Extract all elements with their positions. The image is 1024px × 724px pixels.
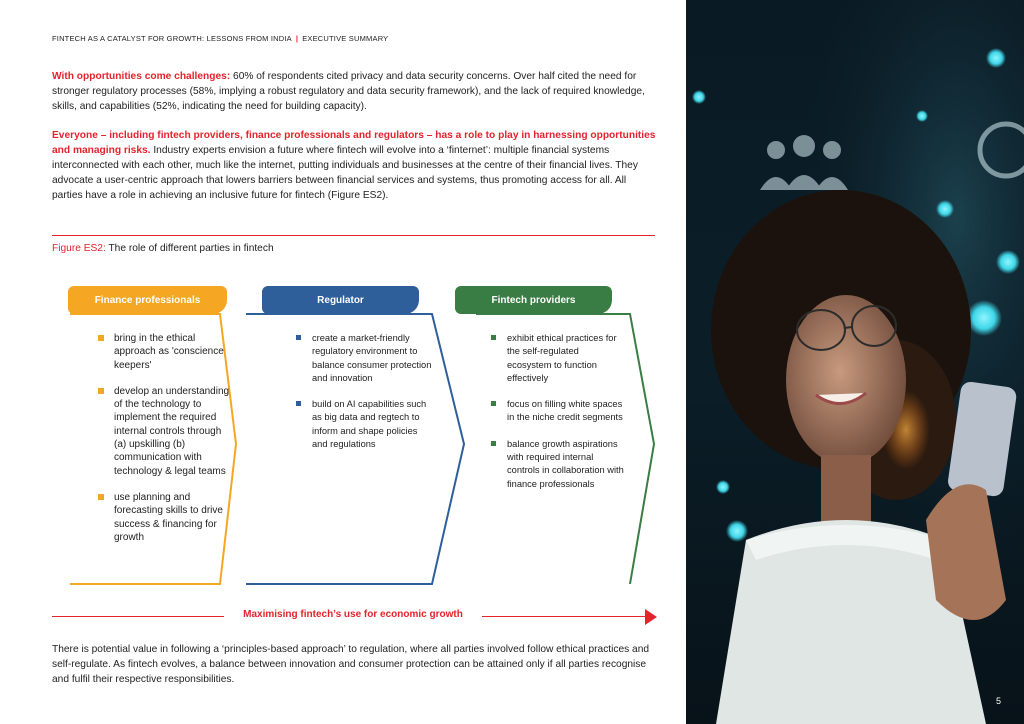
paragraph-principles: There is potential value in following a ‘principles-based approach’ to regulation, where all parties involved follow ethical practices and self-regulate. As fintech evolves, a balance between innovation and consumer protection can be attained only if all parties recognise and fulfil their respective responsibilities. — [52, 644, 650, 685]
list-item: develop an understanding of the technology to implement the required internal controls through (a) upskilling (b) communication with technology & legal teams — [98, 385, 230, 478]
square-bullet-icon — [296, 401, 301, 406]
square-bullet-icon — [98, 335, 104, 341]
column-body-regulator — [296, 332, 434, 451]
column-body-fintech — [491, 332, 625, 491]
hero-photo — [686, 0, 1024, 724]
column-head-finance: Finance professionals — [68, 286, 227, 314]
square-bullet-icon — [491, 335, 496, 340]
list-item: use planning and forecasting skills to drive success & financing for growth — [98, 491, 230, 544]
header-separator: | — [295, 34, 299, 43]
figure-title: The role of different parties in fintech — [105, 243, 274, 254]
paragraph-lead: Everyone – including fintech providers, finance professionals and regulators – has a role to play in harnessing opportunities and managing risks. — [52, 130, 656, 156]
header-title: FINTECH AS A CATALYST FOR GROWTH: LESSONS FROM INDIA — [52, 34, 292, 43]
list-item: balance growth aspirations with required internal controls in collaboration with finance professionals — [491, 438, 625, 491]
arrow-line-right — [482, 616, 646, 617]
column-body-finance — [98, 332, 230, 544]
paragraph-lead: With opportunities come challenges: — [52, 71, 231, 82]
header-section: EXECUTIVE SUMMARY — [302, 34, 389, 43]
list-item: build on AI capabilities such as big data and regtech to inform and shape policies and regulations — [296, 398, 434, 451]
square-bullet-icon — [98, 388, 104, 394]
list-item: exhibit ethical practices for the self-regulated ecosystem to function effectively — [491, 332, 625, 385]
list-item: bring in the ethical approach as 'conscience keepers' — [98, 332, 230, 372]
woman-phone-photo — [686, 0, 1024, 724]
square-bullet-icon — [491, 401, 496, 406]
square-bullet-icon — [296, 335, 301, 340]
square-bullet-icon — [98, 494, 104, 500]
column-head-fintech: Fintech providers — [455, 286, 612, 314]
column-head-regulator: Regulator — [262, 286, 419, 314]
arrow-label: Maximising fintech’s use for economic growth — [243, 609, 463, 620]
paragraph-text: Industry experts envision a future where fintech will evolve into a ‘finternet’: multiple financial systems interconnected with each other, much like the internet, putting individuals and businesses at the centre of their financial lives. They advocate a user-centric approach that lowers barriers between financial services and systems, thus promoting access for all. All parties have a role in achieving an inclusive future for fintech (Figure ES2). — [52, 145, 638, 201]
square-bullet-icon — [491, 441, 496, 446]
arrow-right-icon — [645, 609, 657, 625]
list-item: create a market-friendly regulatory environment to balance consumer protection and innovation — [296, 332, 434, 385]
page-number: 5 — [996, 696, 1002, 706]
figure-label: Figure ES2: — [52, 243, 106, 254]
paragraph-text: 60% of respondents cited privacy and data security concerns. Over half cited the need for stronger regulatory processes (58%, implying a robust regulatory and data security framework), and the lack of required knowledge, skills, and capabilities (52%, indicating the need for building capacity). — [52, 71, 645, 112]
list-item: focus on filling white spaces in the niche credit segments — [491, 398, 625, 425]
arrow-line-left — [52, 616, 224, 617]
